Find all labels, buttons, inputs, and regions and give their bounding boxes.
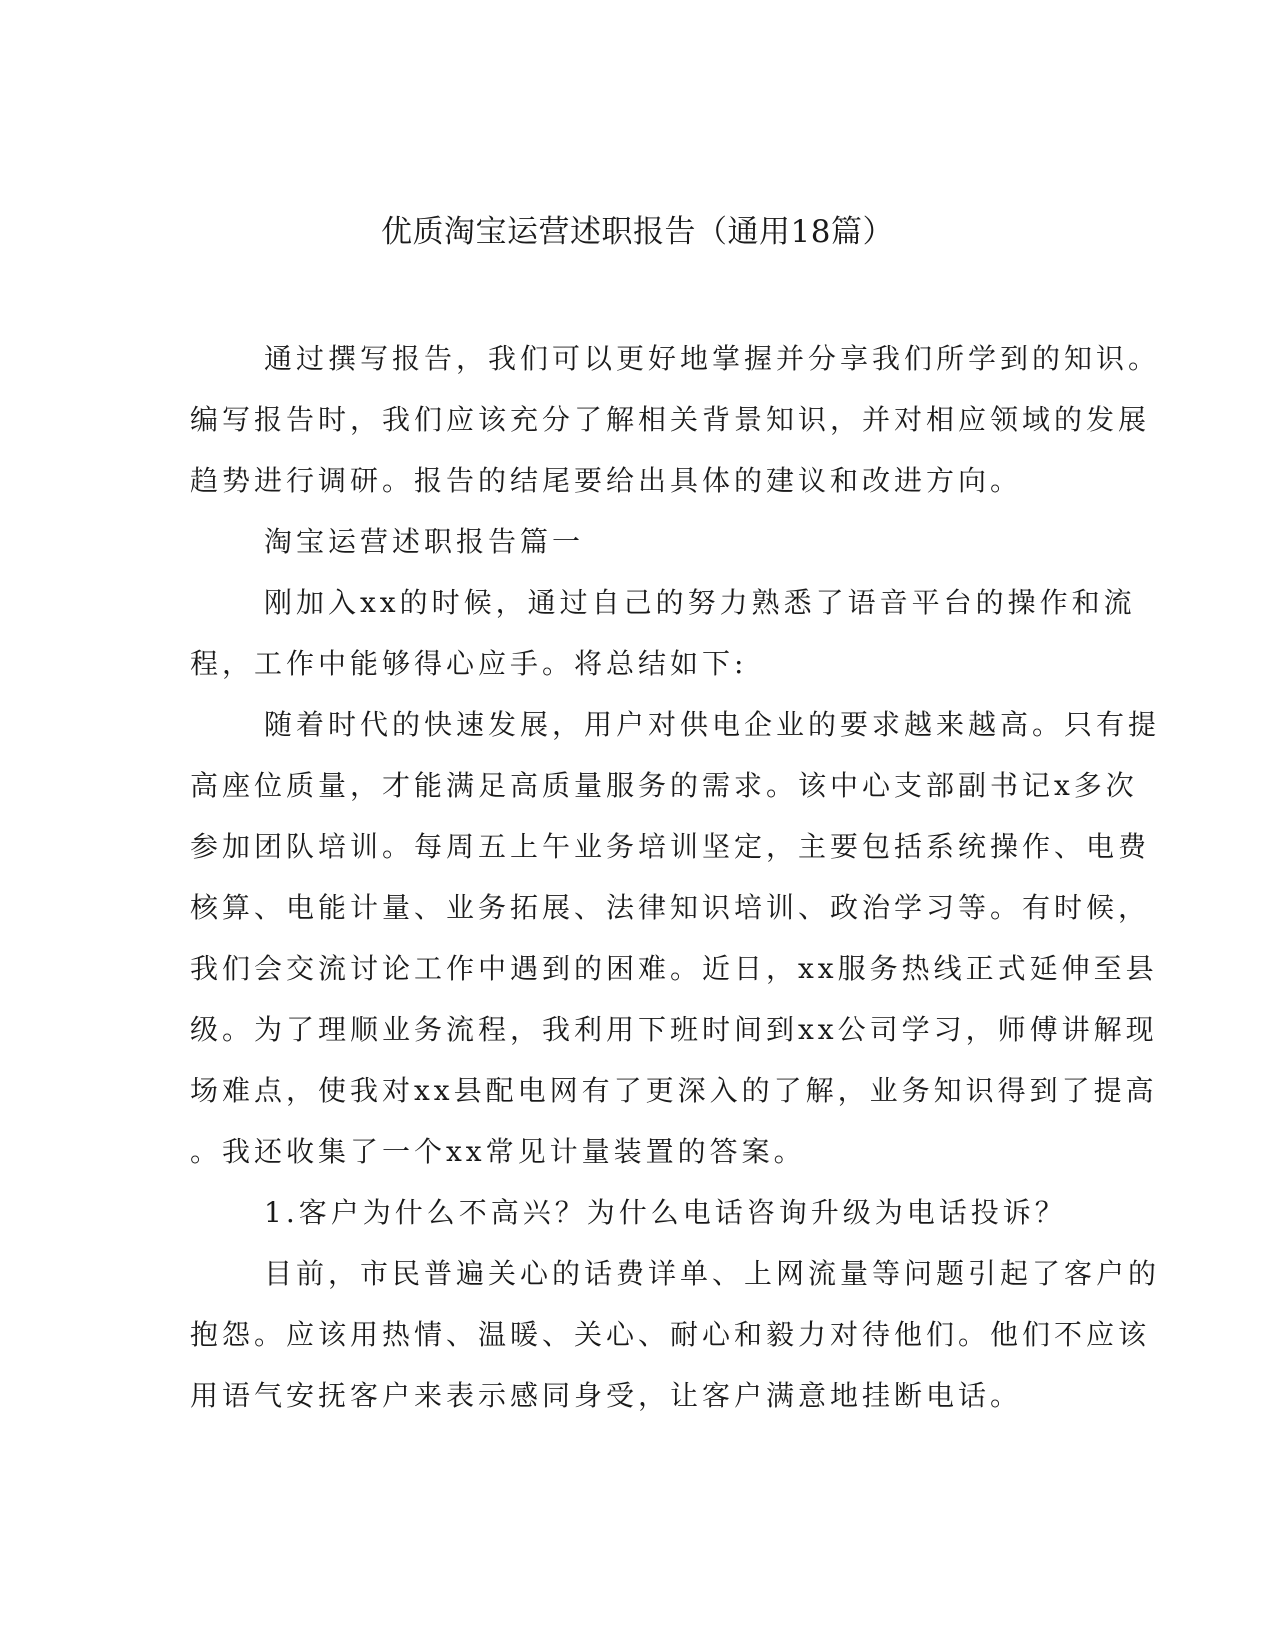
document-body <box>190 328 1161 1426</box>
paragraph-line: 目前，市民普遍关心的话费详单、上网流量等问题引起了客户的 <box>264 1257 1161 1290</box>
section-heading: 淘宝运营述职报告篇一 <box>264 525 585 558</box>
paragraph-line: 通过撰写报告，我们可以更好地掌握并分享我们所学到的知识。 <box>264 342 1161 375</box>
paragraph-line: 。我还收集了一个xx常见计量装置的答案。 <box>190 1135 806 1168</box>
paragraph-line: 我们会交流讨论工作中遇到的困难。近日，xx服务热线正式延伸至县 <box>190 952 1158 985</box>
paragraph-line: 程，工作中能够得心应手。将总结如下: <box>190 647 748 680</box>
paragraph-line: 抱怨。应该用热情、温暖、关心、耐心和毅力对待他们。他们不应该 <box>190 1318 1151 1351</box>
question-heading: 1.客户为什么不高兴？为什么电话咨询升级为电话投诉？ <box>264 1196 1067 1229</box>
paragraph-line: 高座位质量，才能满足高质量服务的需求。该中心支部副书记x多次 <box>190 769 1138 802</box>
paragraph-line: 级。为了理顺业务流程，我利用下班时间到xx公司学习，师傅讲解现 <box>190 1013 1158 1046</box>
paragraph-line: 参加团队培训。每周五上午业务培训坚定，主要包括系统操作、电费 <box>190 830 1151 863</box>
paragraph-line: 用语气安抚客户来表示感同身受，让客户满意地挂断电话。 <box>190 1379 1023 1412</box>
paragraph-line: 随着时代的快速发展，用户对供电企业的要求越来越高。只有提 <box>264 708 1161 741</box>
document-title: 优质淘宝运营述职报告（通用18篇） <box>381 214 894 250</box>
paragraph-line: 趋势进行调研。报告的结尾要给出具体的建议和改进方向。 <box>190 464 1023 497</box>
paragraph-line: 场难点，使我对xx县配电网有了更深入的了解，业务知识得到了提高 <box>190 1074 1158 1107</box>
paragraph-line: 刚加入xx的时候，通过自己的努力熟悉了语音平台的操作和流 <box>264 586 1136 619</box>
paragraph-line: 编写报告时，我们应该充分了解相关背景知识，并对相应领域的发展 <box>190 403 1151 436</box>
paragraph-line: 核算、电能计量、业务拓展、法律知识培训、政治学习等。有时候， <box>190 891 1151 924</box>
